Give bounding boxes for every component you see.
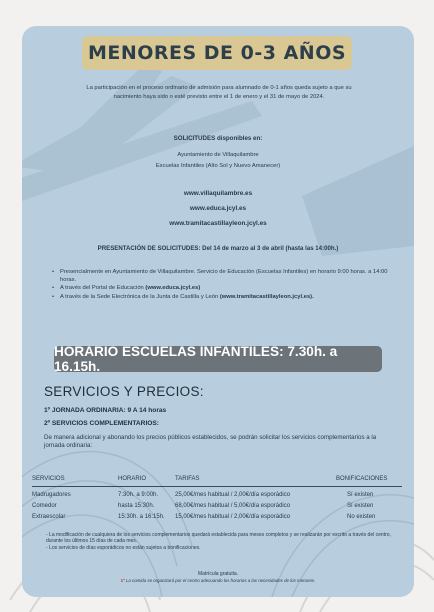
table-cell: 15:30h. a 16:15h. [118,514,165,520]
footnote-marker: 1º [120,578,125,583]
footnote [22,578,414,583]
table-cell: No existen [347,514,376,520]
note-item: - Los servicios de días esporádicos no están sujetos a bonificaciones. [46,544,201,551]
portal-link[interactable]: (www.educa.jcyl.es) [145,285,201,292]
list-item: • A través de la Sede Electrónica de la Junta de Castilla y León (www.tramitacastillayleon.jcyl.es). [52,293,314,300]
notes [42,532,397,551]
table-cell: 7:30h. a 9:00h. [118,492,159,498]
table-cell: 25,00€/mes habitual / 2,00€/día esporádico [175,492,291,498]
url-link[interactable]: www.tramitacastillayleon.jcyl.es [169,220,267,227]
solicitudes-location: Escuelas Infantiles (Alto Sol y Nuevo Amanecer) [155,163,281,169]
matricula-note: Matrícula gratuita. [197,571,239,577]
table-cell: Comedor [32,503,57,509]
table-header: HORARIO [118,476,147,482]
horario-banner [54,346,382,372]
table-header: SERVICIOS [32,476,65,482]
table-divider [32,486,402,487]
servicios-complementarios-heading: 2º SERVICIOS COMPLEMENTARIOS: [44,420,160,427]
submission-methods-list [52,269,397,302]
table-cell: Madrugadores [32,492,71,498]
jornada-ordinaria: 1º JORNADA ORDINARIA: 9 A 14 horas [44,407,167,414]
presentacion-heading: PRESENTACIÓN DE SOLICITUDES: Del 14 de marzo al 3 de abril (hasta las 14:00h.) [97,245,339,252]
footnote-text: La comida se organizará por el centro adecuando los horarios a las necesidades de los menores. [125,578,316,583]
table-cell: Extraescolar [32,514,66,520]
title-banner [82,36,352,70]
servicios-heading: SERVICIOS Y PRECIOS: [44,384,204,399]
solicitudes-location: Ayuntamiento de Villaquilambre [177,152,259,158]
page-title: MENORES DE 0-3 AÑOS [87,42,347,64]
intro-paragraph: La participación en el proceso ordinario de admisión para alumnado de 0-1 años queda sujeto a que su nacimiento haya sido o esté previsto entre el 1 de enero y el 31 de mayo de 2024. [86,85,352,100]
table-cell: 15,00€/mes habitual / 2,00€/día esporádico [175,514,291,520]
url-link[interactable]: www.educa.jcyl.es [189,205,247,212]
table-header: TARIFAS [175,476,200,482]
horario-text: HORARIO ESCUELAS INFANTILES: 7.30h. a 16.15h. [54,344,338,374]
sede-link[interactable]: (www.tramitacastillayleon.jcyl.es). [219,293,314,300]
list-item: • A través del Portal de Educación (www.educa.jcyl.es) [52,285,201,292]
table-cell: hasta 15:30h. [118,503,155,509]
info-card [22,26,414,597]
complementarios-description: De manera adicional y abonando los precios públicos establecidos, se podrán solicitar los servicios complementarios a la jornada ordinaria: [44,434,377,450]
note-item: - La modificación de cualquiera de los servicios complementarios quedará establecida para meses completos y se realizarán por escrito a través del centro, durante los últimos 15 días de cada mes. [46,532,391,545]
table-cell: Sí existen [347,492,374,498]
table-header: BONIFICACIONES [336,476,388,482]
solicitudes-heading: SOLICITUDES disponibles en: [173,135,263,142]
table-cell: Sí existen [347,503,374,509]
table-cell: 68,00€/mes habitual / 5,00€/día esporádico [175,503,291,509]
url-link[interactable]: www.villaquilambre.es [183,190,253,197]
list-item: • Presencialmente en Ayuntamiento de Villaquilambre. Servicio de Educación (Escuelas Infantiles) en horario 9:00 horas. a 14:00 horas. [52,269,388,283]
